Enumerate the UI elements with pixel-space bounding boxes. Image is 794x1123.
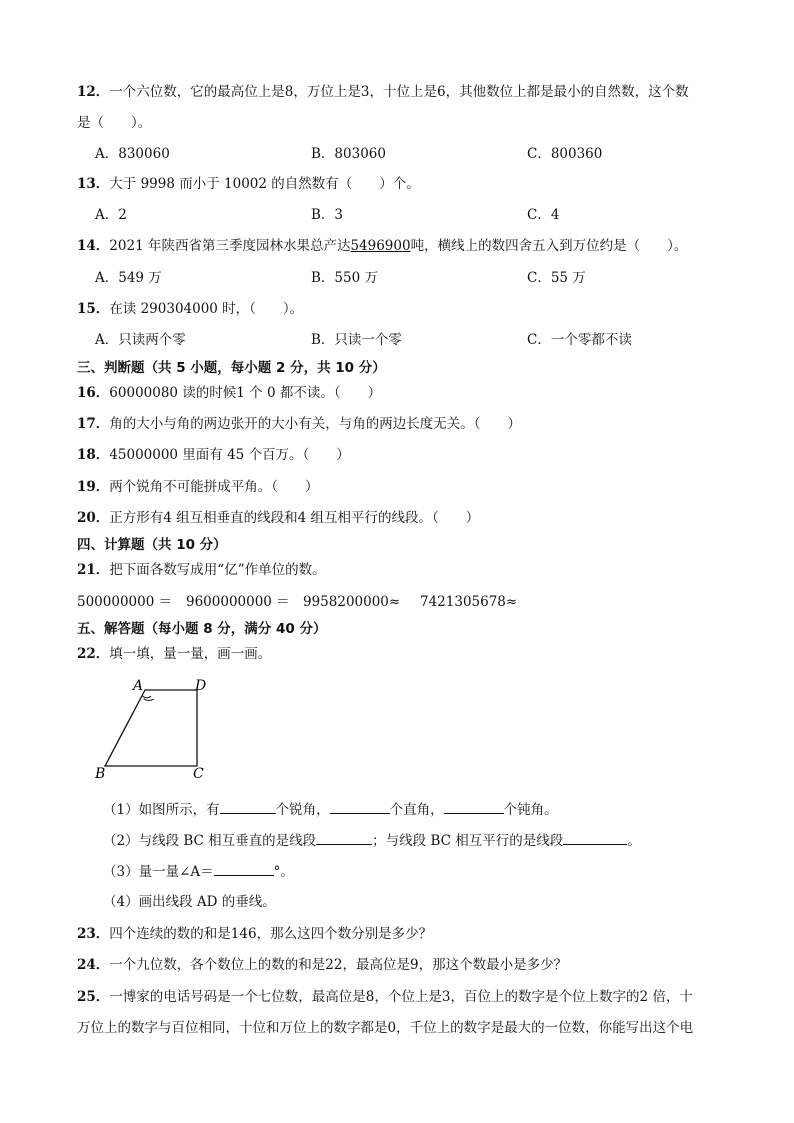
question-number: 19． <box>77 479 110 495</box>
question-text: 在读 290304000 时，（ ）。 <box>109 301 304 317</box>
sub-text: °。 <box>273 864 294 880</box>
question-21 <box>77 560 326 580</box>
question-number: 18． <box>77 447 110 463</box>
option-b[interactable]: B．只读一个零 <box>311 332 402 348</box>
sub-text: ；与线段 BC 相互平行的是线段 <box>372 833 564 849</box>
question-text: 填一填，量一量，画一画。 <box>109 646 272 662</box>
question-24 <box>77 955 567 975</box>
option-c[interactable]: C．一个零都不读 <box>527 332 632 348</box>
trapezoid-figure <box>95 674 215 784</box>
question-20 <box>77 508 479 528</box>
question-text: 角的大小与角的两边张开的大小有关，与角的两边长度无关。（ ） <box>109 416 522 432</box>
sub-text: （1）如图所示，有 <box>103 802 220 818</box>
question-number: 20． <box>77 510 110 526</box>
question-number: 14． <box>77 238 110 254</box>
sub-text: 个直角， <box>389 802 444 818</box>
question-number: 23． <box>77 926 110 942</box>
option-b[interactable]: B．550 万 <box>311 270 378 286</box>
question-text: 45000000 里面有 45 个百万。（ ） <box>109 447 350 463</box>
sub-question-2 <box>103 830 641 851</box>
option-a[interactable]: A．2 <box>95 207 127 223</box>
vertex-label-d: D <box>195 678 207 694</box>
question-text: 四个连续的数的和是146，那么这四个数分别是多少？ <box>109 926 433 942</box>
perpendicular-blank[interactable] <box>316 830 372 845</box>
calc-item-4: 7421305678≈ <box>420 594 518 610</box>
question-number: 22． <box>77 646 110 662</box>
option-a[interactable]: A．830060 <box>95 146 170 162</box>
question-17 <box>77 414 521 434</box>
question-number: 16． <box>77 385 110 401</box>
sub-text: （3）量一量∠A＝ <box>103 864 214 880</box>
question-25-continued <box>77 1018 693 1038</box>
question-19 <box>77 477 319 497</box>
section-heading-calculation: 四、计算题（共 10 分） <box>77 537 227 553</box>
angle-a-arc <box>142 696 151 698</box>
question-text: 是（ ）。 <box>77 115 152 131</box>
option-a[interactable]: A．549 万 <box>95 270 162 286</box>
question-text: 把下面各数写成用“亿”作单位的数。 <box>109 562 326 578</box>
section-heading-judgement: 三、判断题（共 5 小题，每小题 2 分，共 10 分） <box>77 360 386 376</box>
question-22 <box>77 644 271 664</box>
sub-text: 。 <box>627 833 641 849</box>
sub-question-4: （4）画出线段 AD 的垂线。 <box>103 894 276 910</box>
question-number: 24． <box>77 957 110 973</box>
question-number: 12． <box>77 84 110 100</box>
question-text: 两个锐角不可能拼成平角。（ ） <box>109 479 319 495</box>
vertex-label-a: A <box>133 678 144 694</box>
angle-measure-blank[interactable] <box>214 861 274 876</box>
question-12 <box>77 82 689 102</box>
question-text: 2021 年陕西省第三季度园林水果总产达 <box>109 238 351 254</box>
obtuse-angle-blank[interactable] <box>444 799 504 814</box>
question-text: 60000080 读的时候1 个 0 都不读。（ ） <box>109 385 382 401</box>
question-text: 一个六位数，它的最高位上是8，万位上是3，十位上是6，其他数位上都是最小的自然数，这个数 <box>109 84 689 100</box>
parallel-blank[interactable] <box>563 830 627 845</box>
option-b[interactable]: B．3 <box>311 207 344 223</box>
question-15 <box>77 299 303 319</box>
underlined-number: 5496900 <box>350 238 411 254</box>
question-18 <box>77 445 350 465</box>
question-number: 17． <box>77 416 110 432</box>
question-25 <box>77 987 693 1007</box>
question-number: 21． <box>77 562 110 578</box>
question-text: 大于 9998 而小于 10002 的自然数有（ ）个。 <box>109 176 420 192</box>
question-text: 一博家的电话号码是一个七位数，最高位是8，个位上是3，百位上的数字是个位上数字的2 倍，十 <box>109 989 693 1005</box>
calc-item-2: 9600000000 ＝ <box>186 594 290 610</box>
question-text: 万位上的数字与百位相同，十位和万位上的数字都是0，千位上的数字是最大的一位数，你能写出这个电 <box>77 1020 694 1036</box>
option-c[interactable]: C．4 <box>527 207 560 223</box>
option-b[interactable]: B．803060 <box>311 146 386 162</box>
question-text: 一个九位数，各个数位上的数的和是22，最高位是9，那这个数最小是多少？ <box>109 957 568 973</box>
sub-question-3 <box>103 861 294 882</box>
vertex-label-c: C <box>193 766 204 782</box>
question-text-tail: 吨，横线上的数四舍五入到万位约是（ ）。 <box>410 238 688 254</box>
question-14 <box>77 236 687 256</box>
vertex-label-b: B <box>95 766 106 782</box>
option-c[interactable]: C．55 万 <box>527 270 586 286</box>
sub-question-1 <box>103 799 558 820</box>
sub-text: （2）与线段 BC 相互垂直的是线段 <box>103 833 317 849</box>
trapezoid-shape <box>105 690 197 766</box>
question-number: 13． <box>77 176 110 192</box>
question-number: 15． <box>77 301 110 317</box>
sub-text: 个钝角。 <box>503 802 558 818</box>
question-number: 25． <box>77 989 110 1005</box>
angle-a-arc-inner <box>144 699 154 701</box>
calc-item-3: 9958200000≈ <box>303 594 401 610</box>
acute-angle-blank[interactable] <box>220 799 276 814</box>
question-23 <box>77 924 432 944</box>
question-16 <box>77 383 381 403</box>
right-angle-blank[interactable] <box>330 799 390 814</box>
question-text: 正方形有4 组互相垂直的线段和4 组互相平行的线段。（ ） <box>109 510 480 526</box>
option-a[interactable]: A．只读两个零 <box>95 332 186 348</box>
option-c[interactable]: C．800360 <box>527 146 603 162</box>
question-13 <box>77 174 420 194</box>
question-12-continued <box>77 113 151 133</box>
sub-text: 个锐角， <box>275 802 330 818</box>
calc-item-1: 500000000 ＝ <box>77 594 173 610</box>
section-heading-answers: 五、解答题（每小题 8 分，满分 40 分） <box>77 621 327 637</box>
